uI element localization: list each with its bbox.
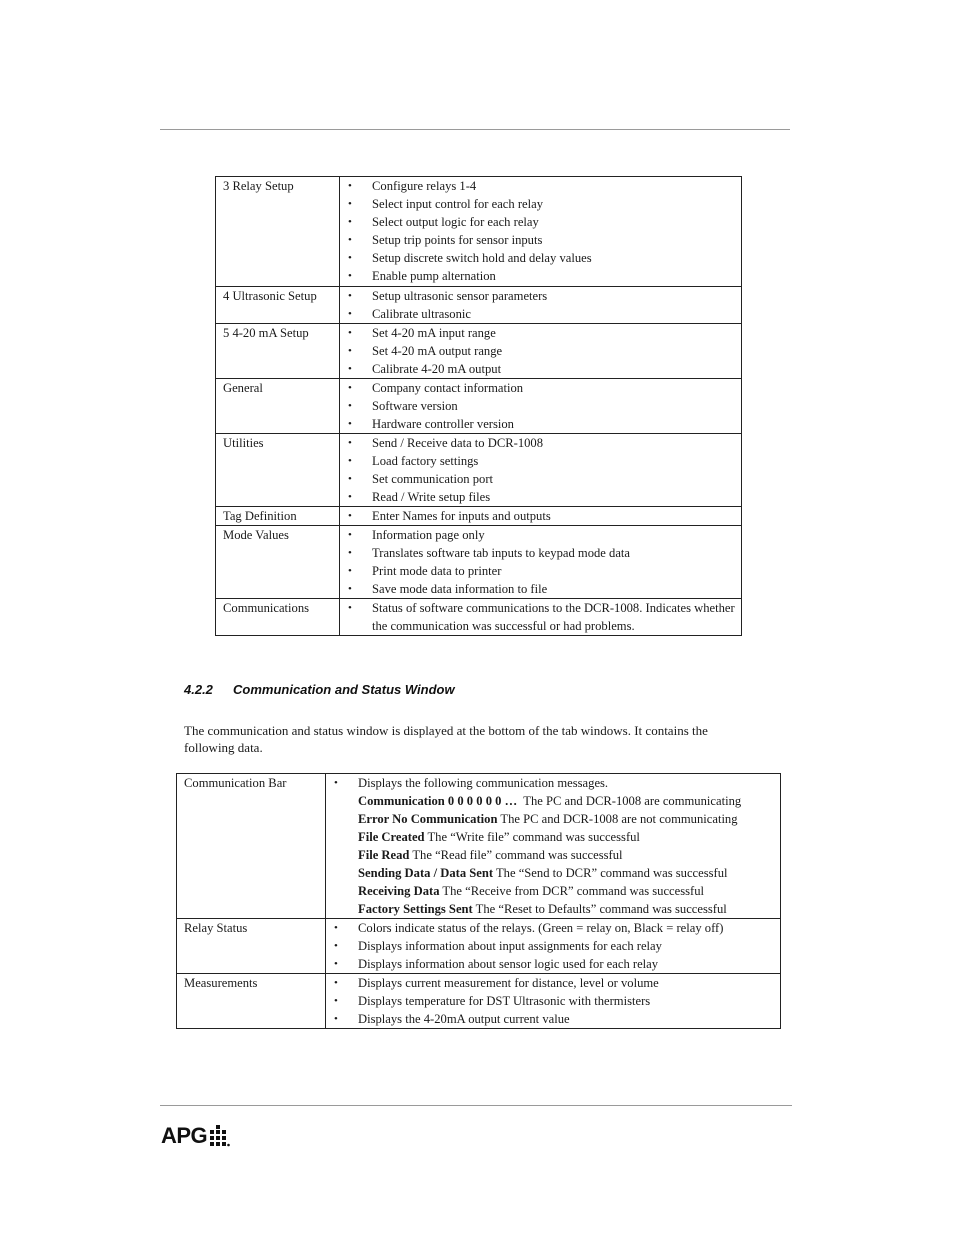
row-label: 4 Ultrasonic Setup xyxy=(216,287,340,324)
list-item: • Save mode data information to file xyxy=(340,580,741,598)
list-item: • Setup discrete switch hold and delay values xyxy=(340,249,741,267)
message-desc: The PC and DCR-1008 are communicating xyxy=(517,794,742,808)
list-item: • Select input control for each relay xyxy=(340,195,741,213)
message-desc: The “Read file” command was successful xyxy=(409,848,623,862)
row-content xyxy=(326,919,781,974)
row-content xyxy=(340,434,742,507)
row-label: Communication Bar xyxy=(177,774,326,919)
table-row xyxy=(216,599,742,636)
list-item: • Setup ultrasonic sensor parameters xyxy=(340,287,741,305)
list-item: • Send / Receive data to DCR-1008 xyxy=(340,434,741,452)
list-item: • Set 4-20 mA input range xyxy=(340,324,741,342)
footer-rule xyxy=(160,1105,792,1106)
tab-function-table xyxy=(215,176,742,636)
message-desc: The “Receive from DCR” command was successful xyxy=(439,884,705,898)
list-item: • Read / Write setup files xyxy=(340,488,741,506)
list-item: • Displays the following communication messages. xyxy=(326,774,780,792)
list-item: • Status of software communications to the DCR-1008. Indicates whether the communication was successful or had problems. xyxy=(340,599,741,635)
table-row xyxy=(177,919,781,974)
section-paragraph: The communication and status window is displayed at the bottom of the tab windows. It contains the following data. xyxy=(184,723,708,755)
list-item: • Load factory settings xyxy=(340,452,741,470)
message-term: Factory Settings Sent xyxy=(358,902,473,916)
row-content xyxy=(340,526,742,599)
message-term: Receiving Data xyxy=(358,884,440,898)
row-content xyxy=(326,974,781,1029)
list-item: • Translates software tab inputs to keypad mode data xyxy=(340,544,741,562)
message-line xyxy=(326,882,780,900)
row-label: Communications xyxy=(216,599,340,636)
row-content xyxy=(340,507,742,526)
list-item: • Colors indicate status of the relays. (Green = relay on, Black = relay off) xyxy=(326,919,780,937)
table-row xyxy=(216,379,742,434)
table-row xyxy=(216,287,742,324)
row-content xyxy=(340,379,742,434)
list-item: • Enable pump alternation xyxy=(340,267,741,285)
list-item: • Calibrate ultrasonic xyxy=(340,305,741,323)
list-item: • Select output logic for each relay xyxy=(340,213,741,231)
list-item: • Calibrate 4-20 mA output xyxy=(340,360,741,378)
list-item: • Displays current measurement for distance, level or volume xyxy=(326,974,780,992)
message-line xyxy=(326,846,780,864)
table-row xyxy=(216,434,742,507)
section-number: 4.2.2 xyxy=(184,682,213,697)
message-line xyxy=(326,792,780,810)
list-item: • Information page only xyxy=(340,526,741,544)
table-row xyxy=(216,526,742,599)
row-content xyxy=(340,599,742,636)
row-label: Relay Status xyxy=(177,919,326,974)
row-label: Measurements xyxy=(177,974,326,1029)
status-window-table xyxy=(176,773,781,1029)
row-label: Mode Values xyxy=(216,526,340,599)
logo-text: APG xyxy=(161,1123,208,1148)
row-label: 3 Relay Setup xyxy=(216,177,340,287)
list-item: • Displays information about input assignments for each relay xyxy=(326,937,780,955)
message-term: Error No Communication xyxy=(358,812,498,826)
row-content xyxy=(340,177,742,287)
message-line xyxy=(326,810,780,828)
message-line xyxy=(326,828,780,846)
message-desc: The PC and DCR-1008 are not communicating xyxy=(497,812,738,826)
section-heading xyxy=(184,682,455,697)
table-row xyxy=(177,974,781,1029)
header-rule xyxy=(160,129,790,130)
list-item: • Set 4-20 mA output range xyxy=(340,342,741,360)
list-item: • Company contact information xyxy=(340,379,741,397)
table-row xyxy=(216,324,742,379)
message-term: Communication 0 0 0 0 0 0 … xyxy=(358,794,518,808)
row-label: Utilities xyxy=(216,434,340,507)
row-label: 5 4-20 mA Setup xyxy=(216,324,340,379)
message-line xyxy=(326,900,780,918)
list-item: • Software version xyxy=(340,397,741,415)
table-row xyxy=(216,177,742,287)
message-desc: The “Send to DCR” command was successful xyxy=(493,866,728,880)
message-term: Sending Data / Data Sent xyxy=(358,866,494,880)
list-item: • Configure relays 1-4 xyxy=(340,177,741,195)
list-item: • Hardware controller version xyxy=(340,415,741,433)
row-label: Tag Definition xyxy=(216,507,340,526)
row-content xyxy=(326,774,781,919)
section-title: Communication and Status Window xyxy=(233,682,455,697)
row-content xyxy=(340,324,742,379)
list-item: • Enter Names for inputs and outputs xyxy=(340,507,741,525)
message-term: File Created xyxy=(358,830,425,844)
message-line xyxy=(326,864,780,882)
message-desc: The “Write file” command was successful xyxy=(424,830,640,844)
list-item: • Setup trip points for sensor inputs xyxy=(340,231,741,249)
list-item: • Set communication port xyxy=(340,470,741,488)
table-row xyxy=(177,774,781,919)
message-desc: The “Reset to Defaults” command was successful xyxy=(472,902,727,916)
list-item: • Displays information about sensor logic used for each relay xyxy=(326,955,780,973)
list-item: • Displays the 4-20mA output current value xyxy=(326,1010,780,1028)
table-row xyxy=(216,507,742,526)
list-item: • Print mode data to printer xyxy=(340,562,741,580)
apg-logo xyxy=(161,1121,230,1147)
message-term: File Read xyxy=(358,848,410,862)
row-label: General xyxy=(216,379,340,434)
list-item: • Displays temperature for DST Ultrasonic with thermisters xyxy=(326,992,780,1010)
logo-grid-icon xyxy=(208,1125,230,1147)
row-content xyxy=(340,287,742,324)
